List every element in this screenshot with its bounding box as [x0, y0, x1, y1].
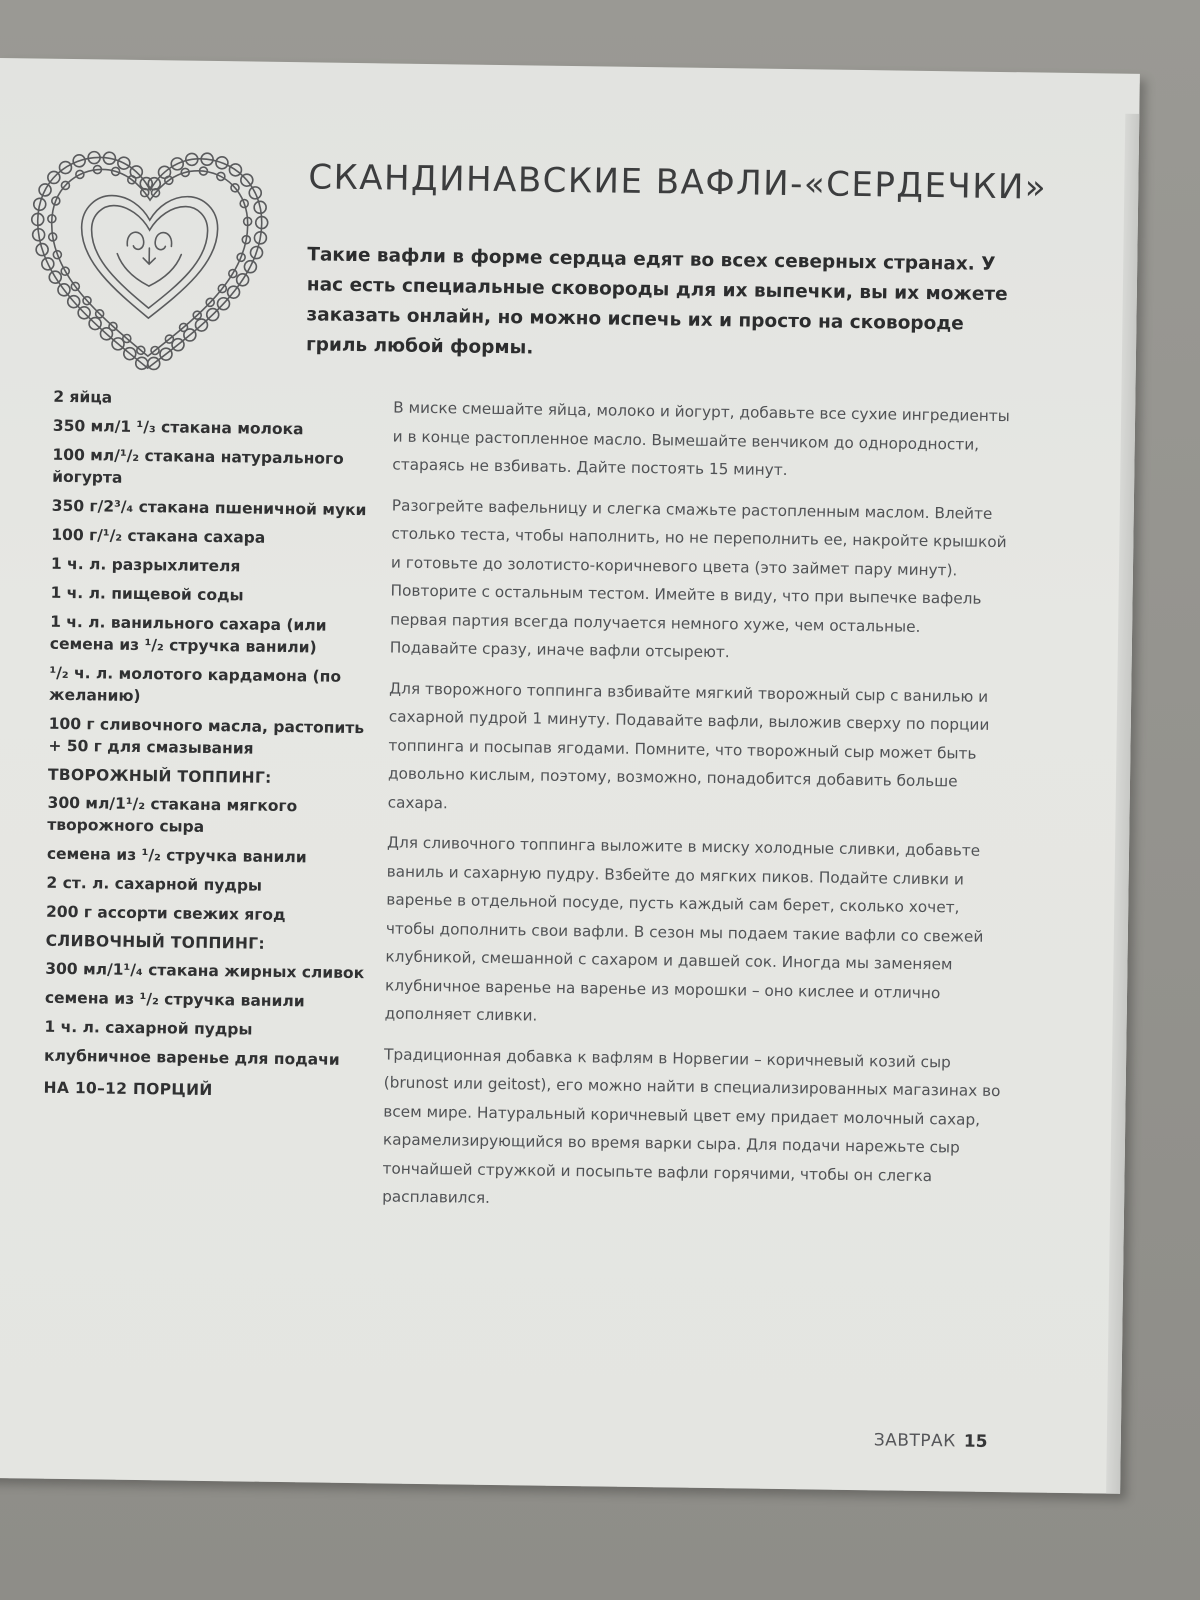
heart-ornament-icon	[17, 128, 281, 392]
method-paragraph: Традиционная добавка к вафлям в Норвегии – коричневый козий сыр (brunost или geitost), его можно найти в специализированных магазинах во всем мире. Натуральный коричневый цвет ему придает молочный сахар, карамелизирующийся во время варки сыра. Для подачи нарежьте сыр тончайшей стружкой и посыпьте вафли горячими, чтобы он слегка расплавился.	[382, 1044, 1001, 1207]
page-number: 15	[963, 1431, 988, 1452]
ingredient-item: 2 яйца	[53, 387, 113, 407]
ingredient-item: 200 г ассорти свежих ягод	[45, 902, 286, 925]
topping2-heading: СЛИВОЧНЫЙ ТОППИНГ:	[45, 931, 266, 953]
servings: НА 10–12 ПОРЦИЙ	[43, 1078, 213, 1100]
section-name: ЗАВТРАК	[873, 1430, 956, 1452]
ingredient-item: 1 ч. л. сахарной пудры	[44, 1017, 253, 1039]
method-paragraph: В миске смешайте яйца, молоко и йогурт, добавьте все сухие ингредиенты и в конце растопленное масло. Вымешайте венчиком до однородности, стараясь не взбивать. Дайте постоять 15 минут.	[392, 398, 1010, 480]
ingredient-item: 1 ч. л. разрыхлителя	[50, 554, 241, 576]
recipe-title: СКАНДИНАВСКИЕ ВАФЛИ-«СЕРДЕЧКИ»	[308, 157, 1048, 208]
ingredient-item: клубничное варенье для подачи	[43, 1046, 340, 1069]
book-page	[0, 58, 1140, 1494]
ingredients-list	[43, 386, 383, 1110]
ingredient-item: 100 г сливочного масла, растопить + 50 г для смазывания	[48, 714, 365, 758]
ingredient-item: 300 мл/1¹/₂ стакана мягкого творожного сыра	[47, 793, 298, 836]
method-paragraph: Для сливочного топпинга выложите в миску холодные сливки, добавьте ваниль и сахарную пудру. Взбейте до мягких пиков. Подайте сливки и варенье в отдельной посуде, пусть каждый сам берет, сколько хочет, чтобы дополнить свои вафли. В сезон мы подаем такие вафли со свежей клубникой, смешанной с сахаром и давшей сок. Иногда мы заменяем клубничное варенье на варенье из морошки – оно кислее и отлично дополняет сливки.	[384, 833, 984, 1025]
recipe-intro: Такие вафли в форме сердца едят во всех северных странах. У нас есть специальные сковороды для их выпечки, вы их можете заказать онлайн, но можно испечь их и просто на сковороде гриль любой формы.	[305, 244, 1008, 359]
ingredient-item: 1 ч. л. пищевой соды	[50, 583, 244, 605]
ingredient-item: 350 мл/1 ¹/₃ стакана молока	[52, 416, 304, 439]
topping1-heading: ТВОРОЖНЫЙ ТОППИНГ:	[47, 765, 272, 787]
method-text	[382, 394, 1012, 1232]
ingredient-item: 350 г/2³/₄ стакана пшеничной муки	[51, 496, 367, 520]
ingredient-item: семена из ¹/₂ стручка ванили	[46, 844, 307, 867]
ingredient-item: семена из ¹/₂ стручка ванили	[44, 988, 305, 1011]
ingredient-item: 100 мл/¹/₂ стакана натурального йогурта	[52, 445, 344, 487]
method-paragraph: Для творожного топпинга взбивайте мягкий творожный сыр с ванилью и сахарной пудрой 1 минуту. Подавайте вафли, выложив сверху по порции топпинга и посыпав ягодами. Помните, что творожный сыр может быть довольно кислым, поэтому, возможно, понадобится добавить больше сахара.	[387, 678, 990, 812]
ingredient-item: ¹/₂ ч. л. молотого кардамона (по желанию)	[48, 663, 342, 706]
page-edge	[1106, 114, 1139, 1494]
ingredient-item: 1 ч. л. ванильного сахара (или семена из ¹/₂ стручка ванили)	[49, 612, 327, 657]
method-paragraph: Разогрейте вафельницу и слегка смажьте растопленным маслом. Влейте столько теста, чтобы наполнить, но не переполнить ее, накройте крышкой и готовьте до золотисто-коричневого цвета (это займет пару минут). Повторите с остальным тестом. Имейте в виду, что при выпечке вафель первая партия всегда получается немного хуже, чем остальные. Подавайте сразу, иначе вафли отсыреют.	[389, 496, 1007, 662]
ingredient-item: 300 мл/1¹/₄ стакана жирных сливок	[45, 959, 365, 983]
ingredient-item: 2 ст. л. сахарной пудры	[46, 873, 263, 895]
ingredient-item: 100 г/¹/₂ стакана сахара	[51, 525, 266, 547]
page-footer	[874, 1430, 988, 1452]
